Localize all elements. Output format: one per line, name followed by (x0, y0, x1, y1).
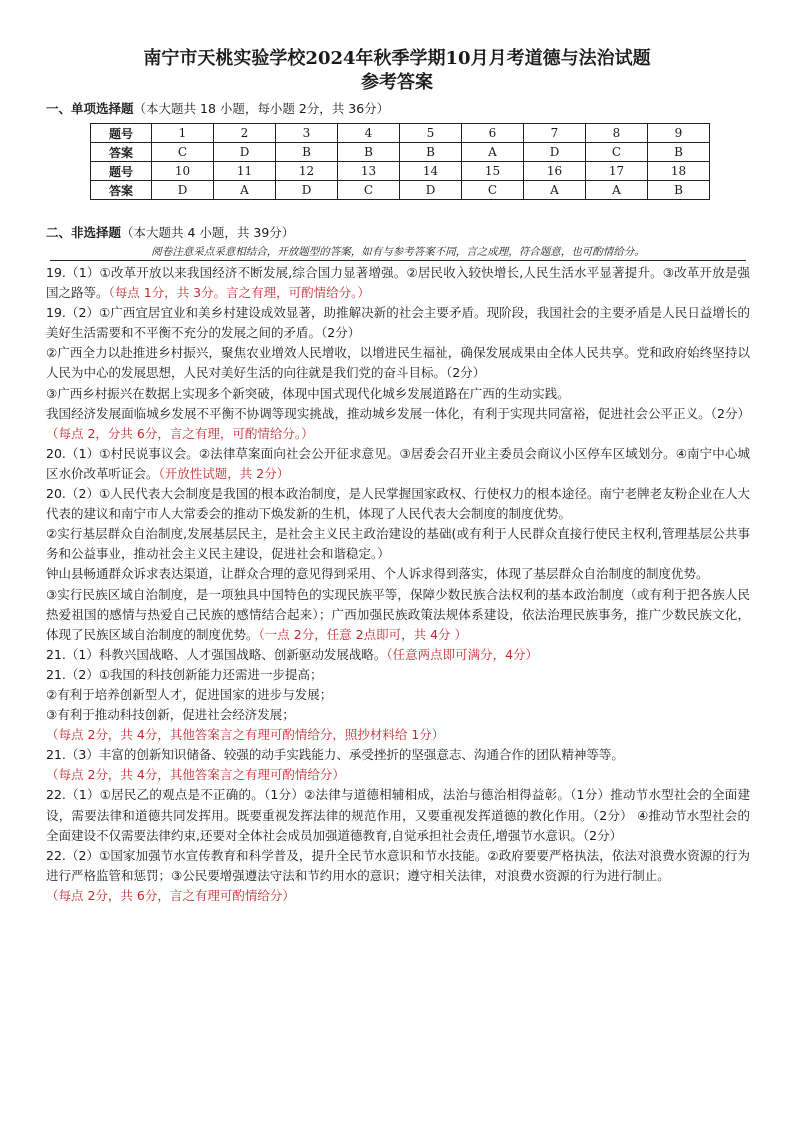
question-number: 10 (152, 162, 214, 181)
answer-text: 20.（1）①村民说事议会。②法律草案面向社会公开征求意见。③居委会召开业主委员会商议小区停车区域划分。④南宁中心城区水价改革听证会。 (46, 445, 750, 481)
answer-paragraph (46, 785, 750, 845)
table-row-answers-1 (91, 143, 710, 162)
answer-cell: A (586, 181, 648, 200)
answer-paragraph (46, 404, 750, 444)
answer-paragraph (46, 384, 750, 404)
answer-cell: A (214, 181, 276, 200)
answer-paragraph (46, 745, 750, 765)
scoring-note: （任意两点即可满分，4分） (386, 646, 539, 662)
answer-paragraph (46, 524, 750, 564)
answer-text: 21.（1）科教兴国战略、人才强国战略、创新驱动发展战略。 (46, 646, 387, 662)
answer-cell: D (524, 143, 586, 162)
answer-cell: A (462, 143, 524, 162)
choice-answer-table (90, 123, 710, 200)
section-1-header (46, 101, 389, 117)
answer-paragraph (46, 846, 750, 886)
answer-paragraph (46, 585, 750, 645)
question-number: 6 (462, 124, 524, 143)
question-number: 1 (152, 124, 214, 143)
question-number: 5 (400, 124, 462, 143)
answer-paragraph (46, 343, 750, 383)
section-2-info: （本大题共 4 小题，共 39分） (121, 225, 295, 240)
answer-cell: D (276, 181, 338, 200)
answer-text: 19.（1）①改革开放以来我国经济不断发展,综合国力显著增强。②居民收入较快增长,人民生活水平显著提升。③改革开放是强国之路等。 (46, 265, 750, 301)
answer-text: ③有利于推动科技创新，促进社会经济发展； (46, 707, 295, 723)
table-row-numbers-1 (91, 124, 710, 143)
answer-cell: C (152, 143, 214, 162)
answer-cell: C (586, 143, 648, 162)
table-row-numbers-2 (91, 162, 710, 181)
answer-text: ③广西乡村振兴在数据上实现多个新突破，体现中国式现代化城乡发展道路在广西的生动实践。 (46, 385, 570, 401)
question-number: 8 (586, 124, 648, 143)
answer-body (46, 263, 750, 906)
scoring-note: （一点 2分，任意 2点即可，共 4分 ） (258, 626, 468, 642)
answer-paragraph (46, 725, 750, 745)
section-2-heading: 二、非选择题 (46, 225, 122, 240)
row-label-answer: 答案 (91, 181, 152, 200)
question-number: 16 (524, 162, 586, 181)
answer-cell: A (524, 181, 586, 200)
answer-text: 20.（2）①人民代表大会制度是我国的根本政治制度，是人民掌握国家政权、行使权力的根本途径。南宁老牌老友粉企业在人大代表的建议和南宁市人大常委会的推动下焕发新的生机，体现了人民代表大会制度的制度优势。 (46, 486, 750, 522)
scoring-note: （每点 2分，共 4分，其他答案言之有理可酌情给分，照抄材料给 1分） (46, 727, 445, 743)
answer-paragraph (46, 645, 750, 665)
answer-paragraph (46, 765, 750, 785)
grading-note: 阅卷注意采点采意相结合，开放题型的答案，如有与参考答案不同，言之成理，符合题意，也可酌情给分。 (50, 245, 746, 261)
question-number: 7 (524, 124, 586, 143)
scoring-note: （每点 2分，共 4分，其他答案言之有理可酌情给分） (46, 767, 345, 783)
page-title: 南宁市天桃实验学校2024年秋季学期10月月考道德与法治试题 (143, 48, 651, 69)
question-number: 13 (338, 162, 400, 181)
table-row-answers-2 (91, 181, 710, 200)
answer-text: 21.（3）丰富的创新知识储备、较强的动手实践能力、承受挫折的坚强意志、沟通合作的团队精神等等。 (46, 747, 624, 763)
answer-text: 我国经济发展面临城乡发展不平衡不协调等现实挑战，推动城乡发展一体化，有利于实现共同富裕，促进社会公平正义。（2分） (46, 405, 750, 421)
answer-cell: D (214, 143, 276, 162)
answer-paragraph (46, 303, 750, 343)
answer-text: 21.（2）①我国的科技创新能力还需进一步提高； (46, 666, 323, 682)
question-number: 18 (648, 162, 710, 181)
question-number: 15 (462, 162, 524, 181)
page-subtitle: 参考答案 (361, 72, 433, 93)
question-number: 2 (214, 124, 276, 143)
answer-cell: D (152, 181, 214, 200)
question-number: 11 (214, 162, 276, 181)
answer-cell: B (648, 181, 710, 200)
answer-cell: B (338, 143, 400, 162)
scoring-note: （开放性试题，共 2分） (158, 465, 290, 481)
question-number: 14 (400, 162, 462, 181)
section-1-info: （本大题共 18 小题，每小题 2分，共 36分） (133, 101, 390, 116)
answer-cell: B (648, 143, 710, 162)
answer-cell: D (400, 181, 462, 200)
answer-text: ②广西全力以赴推进乡村振兴，聚焦农业增效人民增收，以增进民生福祉，确保发展成果由全体人民共享。党和政府始终坚持以人民为中心的发展思想，人民对美好生活的向往就是我们党的奋斗目标。（2分） (46, 345, 750, 381)
answer-paragraph (46, 444, 750, 484)
question-number: 17 (586, 162, 648, 181)
answer-paragraph (46, 886, 750, 906)
answer-cell: B (400, 143, 462, 162)
answer-paragraph (46, 705, 750, 725)
section-2-header (46, 225, 294, 241)
answer-paragraph (46, 685, 750, 705)
row-label-number: 题号 (91, 124, 152, 143)
answer-text: 22.（1）①居民乙的观点是不正确的。（1分）②法律与道德相辅相成，法治与德治相得益彰。（1分）推动节水型社会的全面建设，需要法律和道德共同发挥用。既要重视发挥法律的规范作用，又要重视发挥道德的教化作用。（2分） ④推动节水型社会的全面建设不仅需要法律约束,还要对全体社会成员加强道德教育,自觉承担社会责任,增强节水意识。（2分） (46, 787, 750, 843)
answer-cell: C (338, 181, 400, 200)
section-1-heading: 一、单项选择题 (46, 101, 134, 116)
scoring-note: （每点 2分，共 6分，言之有理可酌情给分） (46, 887, 295, 903)
answer-cell: C (462, 181, 524, 200)
answer-paragraph (46, 484, 750, 524)
answer-text: ②有利于培养创新型人才，促进国家的进步与发展； (46, 686, 333, 702)
scoring-note: （每点 1分，共 3分。言之有理，可酌情给分。） (108, 285, 370, 301)
row-label-answer: 答案 (91, 143, 152, 162)
answer-text: 22.（2）①国家加强节水宣传教育和科学普及，提升全民节水意识和节水技能。②政府要要严格执法，依法对浪费水资源的行为进行严格监管和惩罚；③公民要增强遵法守法和节约用水的意识；遵守相关法律，对浪费水资源的行为进行制止。 (46, 847, 750, 883)
question-number: 12 (276, 162, 338, 181)
answer-paragraph (46, 263, 750, 303)
answer-text: ③实行民族区域自治制度，是一项独具中国特色的实现民族平等，保障少数民族合法权利的基本政治制度（或有利于把各族人民热爱祖国的感情与热爱自己民族的感情结合起来）；广西加强民族政策法规体系建设，依法治理民族事务，推广少数民族文化，体现了民族区域自治制度的制度优势。 (46, 586, 750, 642)
scoring-note: （每点 2，分共 6分，言之有理，可酌情给分。） (46, 425, 314, 441)
answer-text: 钟山县畅通群众诉求表达渠道，让群众合理的意见得到采用、个人诉求得到落实，体现了基层群众自治制度的制度优势。 (46, 566, 709, 582)
answer-text: 19.（2）①广西宜居宜业和美乡村建设成效显著，助推解决新的社会主要矛盾。现阶段，我国社会的主要矛盾是人民日益增长的美好生活需要和不平衡不充分的发展之间的矛盾。（2分） (46, 305, 750, 341)
question-number: 3 (276, 124, 338, 143)
answer-cell: B (276, 143, 338, 162)
answer-paragraph (46, 564, 750, 584)
answer-paragraph (46, 665, 750, 685)
answer-text: ②实行基层群众自治制度,发展基层民主，是社会主义民主政治建设的基础(或有利于人民群众直接行使民主权利,管理基层公共事务和公益事业，推动社会主义民主建设，促进社会和谐稳定。） (46, 526, 750, 562)
question-number: 9 (648, 124, 710, 143)
question-number: 4 (338, 124, 400, 143)
row-label-number: 题号 (91, 162, 152, 181)
